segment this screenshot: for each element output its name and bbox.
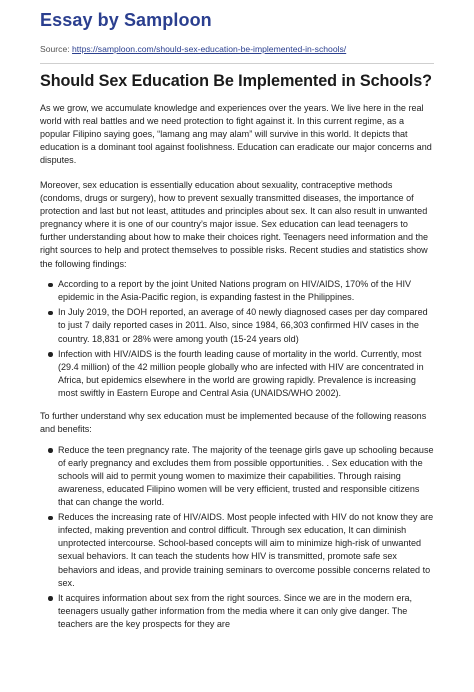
list-item-text: Reduce the teen pregnancy rate. The majority of the teenage girls gave up schooling because of early pregnancy and excludes them from possible opportunities. . Sex education with the schools will aid to permit young women to maximize their capabilities. Through raising awareness, educated Filipino women will be very efficient, trusted and responsible citizens that can change the world.	[58, 444, 434, 508]
list-item	[40, 592, 434, 631]
reasons-list	[40, 444, 434, 631]
list-item	[40, 348, 434, 400]
list-item	[40, 278, 434, 304]
paragraph: Moreover, sex education is essentially education about sexuality, contraceptive methods (condoms, drugs or surgery), how to prevent sexually transmitted diseases, the importance of protection and last but not least, attitudes and principles about sex. It can also result in unwanted pregnancy where it is one of our country’s major issue. Sex education can lead teenagers to further understanding about how to make their choices right. Teenagers need information and the right sources to help and protect themselves to possible risks. Recent studies and statistics show the following findings:	[40, 179, 429, 269]
essay-body	[40, 102, 434, 641]
bullet-icon	[48, 283, 53, 288]
bullet-icon	[48, 596, 53, 601]
list-item	[40, 306, 434, 345]
source-link[interactable]: https://samploon.com/should-sex-education-be-implemented-in-schools/	[72, 44, 347, 54]
bullet-icon	[48, 352, 53, 357]
bullet-icon	[48, 311, 53, 316]
list-item-text: Reduces the increasing rate of HIV/AIDS. Most people infected with HIV do not know they are infected, making prevention and control difficult. Through sex education, It can diminish unprotected intercourse. School-based concepts will aim to minimize high-risk of unwanted sexual behaviors. It can teach the students how HIV is transmitted, promote safe sex behaviors and ideas, and provide training seminars to overcome possible concerns related to sex.	[58, 512, 434, 588]
essay-title: Should Sex Education Be Implemented in Schools?	[40, 72, 432, 90]
source-label: Source:	[40, 44, 70, 54]
findings-list	[40, 278, 434, 400]
list-item	[40, 511, 434, 590]
source-line	[40, 44, 440, 54]
list-item	[40, 444, 434, 509]
list-item-text: According to a report by the joint United Nations program on HIV/AIDS, 170% of the HIV epidemic in the Asia-Pacific region, is expanding fastest in the Philippines.	[58, 279, 412, 303]
bullet-icon	[48, 516, 53, 521]
header-divider	[40, 63, 434, 64]
bullet-icon	[48, 448, 53, 453]
list-item-text: It acquires information about sex from the right sources. Since we are in the modern era, teenagers usually gather information from the media where it can only give danger. The teachers are the key prospects for they are	[58, 592, 413, 629]
list-item-text: Infection with HIV/AIDS is the fourth leading cause of mortality in the world. Currently, most (29.4 million) of the 42 million people globally who are infected with HIV are concentrated in Africa, but epidemics elsewhere in the world are growing rapidly. Prevalence is increasing most swiftly in Eastern Europe and Central Asia (UNAIDS/WHO 2002).	[58, 348, 424, 398]
paragraph: As we grow, we accumulate knowledge and experiences over the years. We live here in the real world with real battles and we need protection to fight against it. In this current regime, as a popular Filipino saying goes, “lamang ang may alam” will survive in this world. It depicts that education is a dominant tool against foolishness. Education can eradicate our major concerns and disputes.	[40, 103, 432, 166]
site-brand: Essay by Samploon	[40, 10, 212, 30]
paragraph: To further understand why sex education must be implemented because of the following reasons and benefits:	[40, 410, 427, 435]
list-item-text: In July 2019, the DOH reported, an average of 40 newly diagnosed cases per day compared to just 7 daily reported cases in 2011. Also, since 1984, 66,303 confirmed HIV cases in the country. 18,831 or 28% were among youth (15-24 years old)	[58, 307, 428, 344]
